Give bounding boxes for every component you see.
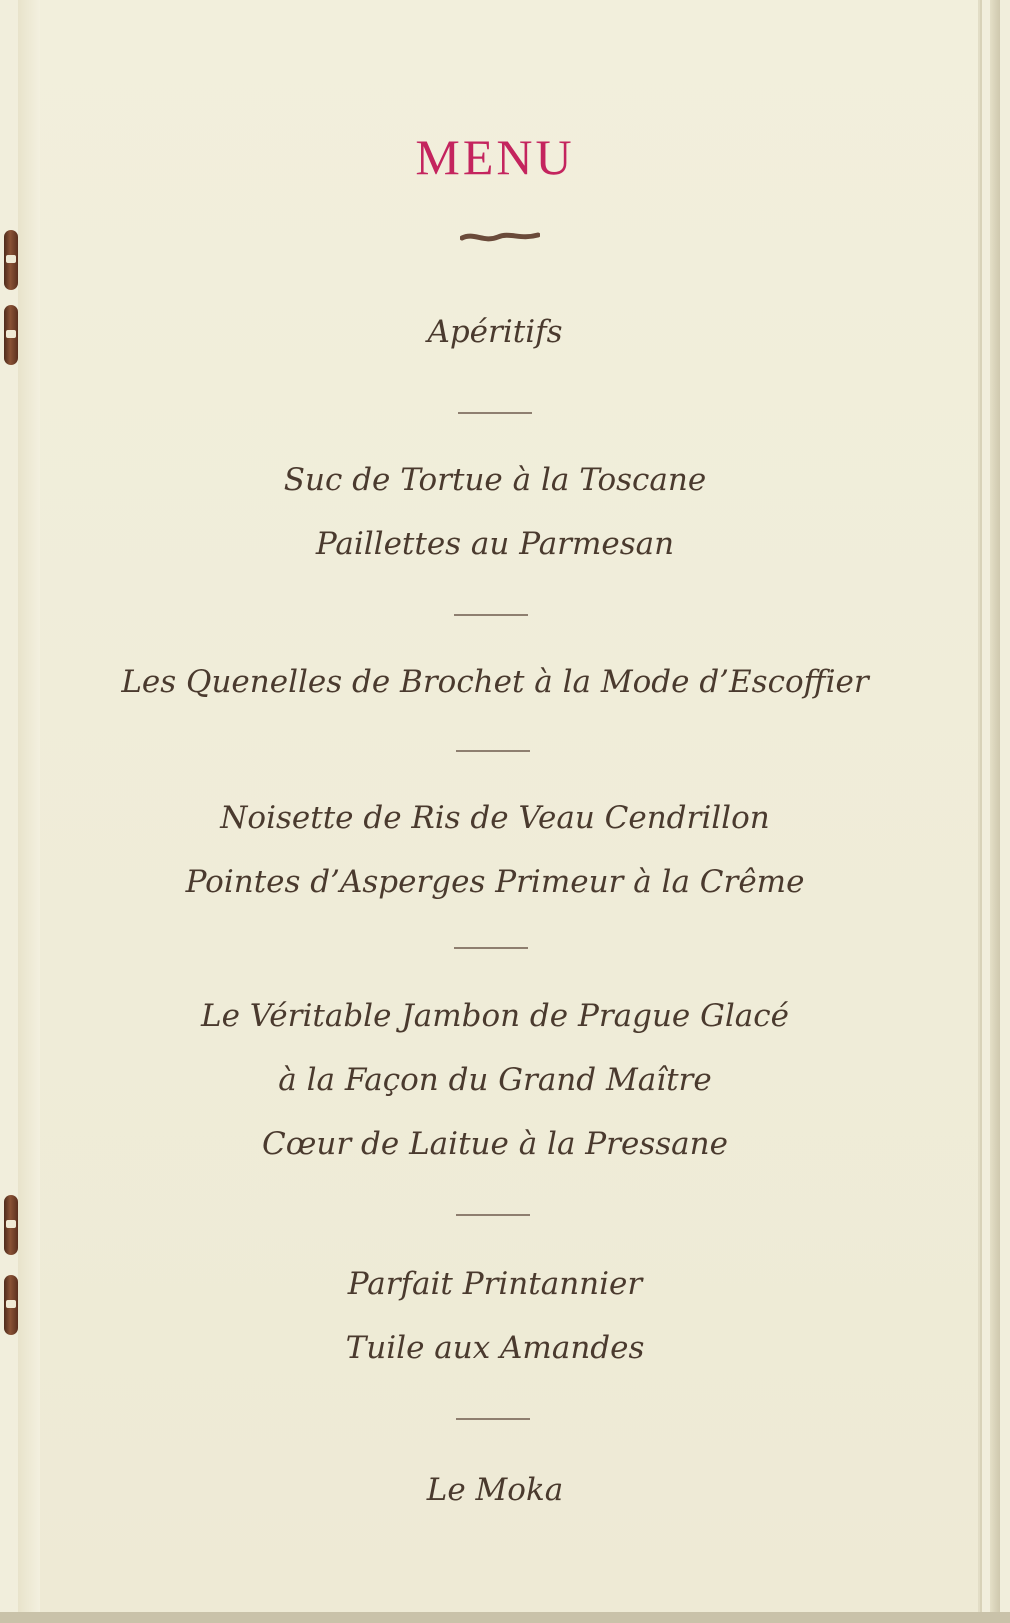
- card-left-edge: [18, 0, 40, 1612]
- menu-content: [40, 0, 950, 1612]
- divider-rule: [456, 1418, 530, 1420]
- menu-line: Le Moka: [426, 1472, 564, 1508]
- menu-line: Suc de Tortue à la Toscane: [283, 462, 707, 498]
- menu-line: Parfait Printannier: [347, 1266, 643, 1302]
- menu-line: Tuile aux Amandes: [345, 1330, 645, 1366]
- section-fish: [40, 650, 950, 714]
- section-entree: [40, 786, 950, 914]
- binding-staple-4: [4, 1275, 18, 1335]
- card-bottom-shadow: [0, 1612, 1010, 1623]
- binding-staple-2: [4, 305, 18, 365]
- menu-line: à la Façon du Grand Maître: [278, 1062, 712, 1098]
- menu-line: Noisette de Ris de Veau Cendrillon: [220, 800, 770, 836]
- binding-staple-1: [4, 230, 18, 290]
- section-coffee: [40, 1458, 950, 1522]
- binding-staple-3: [4, 1195, 18, 1255]
- menu-line: Cœur de Laitue à la Pressane: [262, 1126, 728, 1162]
- section-dessert: [40, 1252, 950, 1380]
- menu-line: Paillettes au Parmesan: [315, 526, 675, 562]
- menu-line: Les Quenelles de Brochet à la Mode d’Escoffier: [121, 664, 869, 700]
- divider-rule: [456, 750, 530, 752]
- divider-rule: [454, 947, 528, 949]
- section-soup: [40, 448, 950, 576]
- card-right-edge: [990, 0, 1000, 1612]
- menu-title: MENU: [415, 129, 575, 185]
- menu-line: Apéritifs: [427, 314, 563, 350]
- flourish-ornament-icon: [460, 228, 540, 246]
- menu-line: Pointes d’Asperges Primeur à la Crême: [185, 864, 805, 900]
- divider-rule: [454, 614, 528, 616]
- section-main: [40, 984, 950, 1176]
- menu-line: Le Véritable Jambon de Prague Glacé: [200, 998, 790, 1034]
- section-aperitifs: [40, 300, 950, 364]
- divider-rule: [456, 1214, 530, 1216]
- divider-rule: [458, 412, 532, 414]
